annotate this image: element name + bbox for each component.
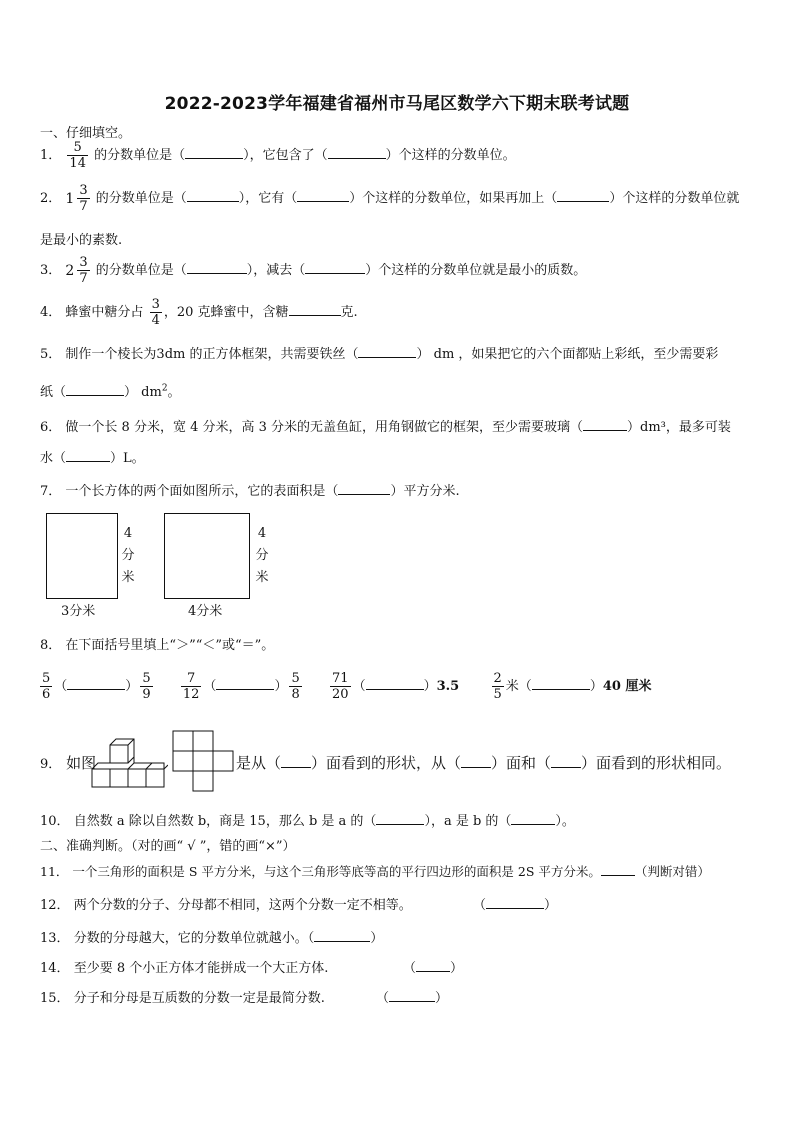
fraction xyxy=(330,671,351,702)
answer-blank[interactable] xyxy=(583,418,627,431)
numerator: 71 xyxy=(332,671,349,686)
mixed-number xyxy=(65,183,91,214)
answer-blank[interactable] xyxy=(187,261,247,274)
answer-blank[interactable] xyxy=(338,482,390,495)
view-shape-figure xyxy=(172,730,236,796)
question-5 xyxy=(40,343,718,362)
question-text: ）个这样的分数单位。 xyxy=(385,148,516,163)
fraction xyxy=(492,671,504,702)
width-label: 4分米 xyxy=(188,604,223,619)
question-3 xyxy=(40,255,586,286)
section-heading-1: 一、仔细填空。 xyxy=(40,126,132,141)
question-text: 制作一个棱长为3dm 的正方体框架，共需要铁丝（ xyxy=(65,347,359,362)
question-text: 两个分数的分子、分母都不相同，这两个分数一定不相等。 xyxy=(73,898,412,913)
question-text: ）dm³，最多可装 xyxy=(627,420,731,435)
denominator: 5 xyxy=(493,687,502,702)
question-1 xyxy=(40,140,516,171)
fraction xyxy=(150,297,162,328)
whole-part: 2 xyxy=(65,262,75,279)
fraction xyxy=(289,671,301,702)
answer-blank[interactable] xyxy=(557,189,609,202)
question-text: ）个这样的分数单位就 xyxy=(609,191,740,206)
answer-blank[interactable] xyxy=(551,755,581,768)
question-number: 2． xyxy=(40,191,62,206)
answer-blank[interactable] xyxy=(216,677,274,690)
answer-blank[interactable] xyxy=(486,896,544,909)
fraction xyxy=(181,671,202,702)
cube-stack-figure xyxy=(90,733,168,795)
question-text: ），减去（ xyxy=(246,263,306,278)
question-text: （判断对错） xyxy=(634,864,710,879)
question-text: ）平方分米. xyxy=(390,484,460,499)
mixed-number xyxy=(65,255,91,286)
answer-blank[interactable] xyxy=(67,677,125,690)
question-text: ）。 xyxy=(555,814,575,829)
answer-blank[interactable] xyxy=(289,303,341,316)
question-text: 。 xyxy=(167,385,181,400)
answer-blank[interactable] xyxy=(281,755,311,768)
question-text: ） xyxy=(450,961,464,976)
label-part: 分 xyxy=(255,548,269,563)
question-6 xyxy=(40,416,731,435)
question-text: 水（ xyxy=(40,451,67,466)
fraction xyxy=(67,140,88,171)
question-2 xyxy=(40,183,739,214)
numerator: 5 xyxy=(142,671,151,686)
question-text: ）L。 xyxy=(110,451,145,466)
question-number: 14． xyxy=(40,961,70,976)
question-text: 分数的分母越大，它的分数单位就越小。（ xyxy=(73,931,315,946)
width-label: 3分米 xyxy=(61,604,96,619)
question-text: 纸（ xyxy=(40,385,67,400)
question-text: ），它包含了（ xyxy=(243,148,328,163)
numerator: 5 xyxy=(73,140,82,155)
question-text: 蜂蜜中糖分占 xyxy=(65,305,144,320)
question-number: 1． xyxy=(40,148,62,163)
superscript: 2 xyxy=(161,383,168,394)
question-text: 的分数单位是（ xyxy=(95,191,187,206)
question-number: 3． xyxy=(40,263,62,278)
question-text: 一个三角形的面积是 S 平方分米，与这个三角形等底等高的平行四边形的面积是 2S 平方分米。 xyxy=(72,864,601,879)
question-number: 4． xyxy=(40,305,62,320)
numerator: 3 xyxy=(79,255,88,270)
question-text: ）个这样的分数单位，如果再加上（ xyxy=(349,191,558,206)
page-title: 2022-2023学年福建省福州市马尾区数学六下期末联考试题 xyxy=(164,94,630,114)
question-text: ，20 克蜂蜜中，含糖 xyxy=(163,305,289,320)
question-number: 15． xyxy=(40,991,70,1006)
question-text: 至少要 8 个小正方体才能拼成一个大正方体. xyxy=(73,961,329,976)
fraction xyxy=(77,183,89,214)
question-number: 12． xyxy=(40,898,70,913)
answer-blank[interactable] xyxy=(305,261,365,274)
question-7 xyxy=(40,480,460,499)
answer-blank[interactable] xyxy=(328,146,386,159)
question-text: （ xyxy=(473,898,487,913)
question-text: 如图 xyxy=(66,754,97,772)
question-text: ），它有（ xyxy=(238,191,298,206)
question-text: 克. xyxy=(340,305,358,320)
question-13 xyxy=(40,927,383,946)
question-text: ）面看到的形状相同。 xyxy=(581,754,732,772)
question-number: 11． xyxy=(40,864,69,879)
denominator: 8 xyxy=(291,687,300,702)
denominator: 6 xyxy=(42,687,51,702)
label-part: 分 xyxy=(121,548,135,563)
fraction xyxy=(140,671,152,702)
numerator: 5 xyxy=(42,671,51,686)
answer-blank[interactable] xyxy=(358,345,416,358)
question-4 xyxy=(40,297,358,328)
answer-blank[interactable] xyxy=(185,146,243,159)
length-value: 40 厘米 xyxy=(602,679,652,694)
answer-blank[interactable] xyxy=(389,989,435,1002)
label-part: 4 xyxy=(123,526,133,541)
answer-blank[interactable] xyxy=(366,677,424,690)
denominator: 7 xyxy=(79,199,88,214)
label-part: 米 xyxy=(121,570,135,585)
section-heading-2: 二、准确判断。（对的画“ √ ”，错的画“×”） xyxy=(40,839,296,854)
question-15-answer xyxy=(376,987,448,1006)
answer-blank[interactable] xyxy=(461,755,491,768)
question-number: 5． xyxy=(40,347,62,362)
denominator: 14 xyxy=(69,156,86,171)
denominator: 9 xyxy=(142,687,151,702)
question-text: 做一个长 8 分米，宽 4 分米，高 3 分米的无盖鱼缸，用角钢做它的框架，至少需要玻璃（ xyxy=(65,420,584,435)
question-text: 在下面括号里填上“＞”“＜”或“＝”。 xyxy=(65,638,275,653)
question-text: ） xyxy=(544,898,558,913)
question-text: ） xyxy=(370,931,384,946)
answer-blank[interactable] xyxy=(66,449,110,462)
label-part: 米 xyxy=(255,570,269,585)
question-number: 13． xyxy=(40,931,70,946)
question-text: 分子和分母是互质数的分数一定是最简分数. xyxy=(73,991,325,1006)
question-9 xyxy=(236,752,731,773)
answer-blank[interactable] xyxy=(314,929,370,942)
numerator: 3 xyxy=(151,297,160,312)
question-11 xyxy=(40,862,710,880)
question-number: 10． xyxy=(40,814,70,829)
answer-blank[interactable] xyxy=(376,812,424,825)
answer-blank[interactable] xyxy=(297,189,349,202)
numerator: 2 xyxy=(493,671,502,686)
question-12-answer xyxy=(473,894,557,913)
question-10 xyxy=(40,810,575,829)
question-text: ）面和（ xyxy=(491,754,552,772)
question-number: 7． xyxy=(40,484,62,499)
answer-blank[interactable] xyxy=(511,812,555,825)
decimal-value: 3.5 xyxy=(436,679,460,694)
question-number: 8． xyxy=(40,638,62,653)
answer-blank[interactable] xyxy=(601,863,635,876)
denominator: 4 xyxy=(151,313,160,328)
denominator: 7 xyxy=(79,271,88,286)
answer-blank[interactable] xyxy=(532,677,590,690)
unit-text: 米 xyxy=(505,679,519,694)
question-text: ），a 是 b 的（ xyxy=(424,814,512,829)
question-8 xyxy=(40,634,274,653)
height-label xyxy=(119,523,137,589)
answer-blank[interactable] xyxy=(66,383,124,396)
denominator: 20 xyxy=(332,687,349,702)
question-number: 9． xyxy=(40,757,62,772)
question-text: ）个这样的分数单位就是最小的质数。 xyxy=(365,263,587,278)
fraction xyxy=(77,255,89,286)
question-14-answer xyxy=(403,957,463,976)
question-14 xyxy=(40,957,328,976)
question-15 xyxy=(40,987,325,1006)
answer-blank[interactable] xyxy=(187,189,239,202)
whole-part: 1 xyxy=(65,190,75,207)
height-label xyxy=(253,523,271,589)
answer-blank[interactable] xyxy=(416,959,450,972)
question-text: ） xyxy=(435,991,449,1006)
question-text: 的分数单位是（ xyxy=(94,148,186,163)
numerator: 7 xyxy=(187,671,196,686)
question-text: ）面看到的形状，从（ xyxy=(311,754,462,772)
question-text: 一个长方体的两个面如图所示，它的表面积是（ xyxy=(65,484,339,499)
question-text: ） dm xyxy=(124,385,162,400)
question-text: 自然数 a 除以自然数 b，商是 15，那么 b 是 a 的（ xyxy=(73,814,377,829)
fraction xyxy=(40,671,52,702)
question-8-comparisons: $\frac{5}{6}$ （ ） $\frac{5}{9}$ $\frac{7}{12}$ （ ） $\frac{5}{8}$ $\frac{71}{20}$ （ ）3.5 $\frac{2}{5}$ 米（ ）40 厘米 xyxy=(42,671,652,702)
question-9-label xyxy=(40,752,96,773)
numerator: 5 xyxy=(291,671,300,686)
question-text: 的分数单位是（ xyxy=(95,263,187,278)
question-6-line-2 xyxy=(40,447,145,466)
question-12 xyxy=(40,894,412,913)
question-text: 是从（ xyxy=(236,754,282,772)
question-2-line-2: 是最小的素数. xyxy=(40,233,123,248)
question-5-line-2 xyxy=(40,381,181,400)
square-face-2 xyxy=(164,513,250,599)
question-number: 6． xyxy=(40,420,62,435)
rectangle-face-1 xyxy=(46,513,118,599)
numerator: 3 xyxy=(79,183,88,198)
question-text: （ xyxy=(403,961,417,976)
label-part: 4 xyxy=(257,526,267,541)
question-text: ） dm ，如果把它的六个面都贴上彩纸，至少需要彩 xyxy=(416,347,719,362)
question-text: （ xyxy=(376,991,390,1006)
denominator: 12 xyxy=(182,687,200,702)
